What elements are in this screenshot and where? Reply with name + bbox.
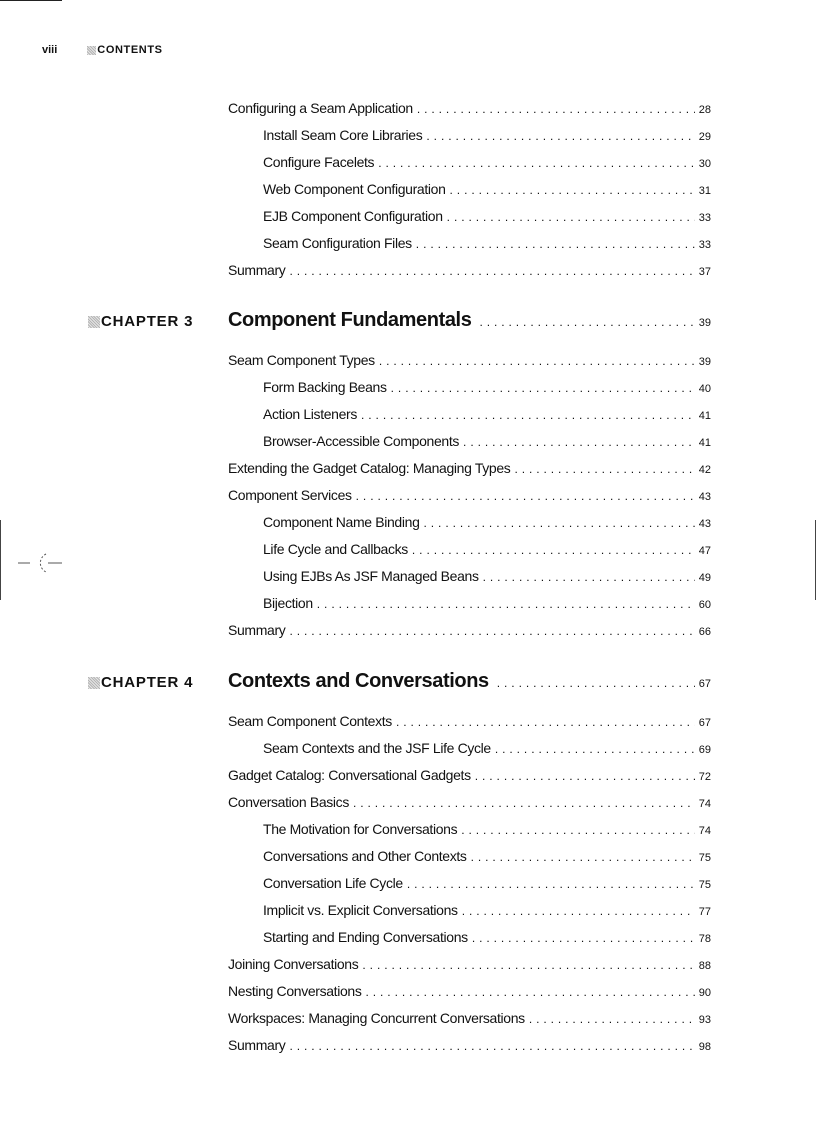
leader-dots xyxy=(417,100,695,118)
toc-entry-title: Extending the Gadget Catalog: Managing Types xyxy=(228,460,511,476)
toc-entry[interactable] xyxy=(263,153,711,173)
toc-entry-page: 43 xyxy=(698,518,711,530)
toc-entry-title: Browser-Accessible Components xyxy=(263,433,460,449)
toc-entry[interactable] xyxy=(228,1009,711,1029)
leader-dots xyxy=(379,352,695,370)
chapter-number: CHAPTER 3 xyxy=(101,313,194,330)
leader-dots xyxy=(412,541,695,559)
toc-entry-title: Summary xyxy=(228,262,286,278)
toc-entry[interactable] xyxy=(263,739,711,759)
toc-entry-title: Conversations and Other Contexts xyxy=(263,848,467,864)
leader-dots xyxy=(463,433,695,451)
running-head xyxy=(42,44,163,56)
grey-square-icon xyxy=(88,677,100,689)
toc-entry[interactable] xyxy=(228,621,711,641)
leader-dots xyxy=(475,767,695,785)
toc-entry[interactable] xyxy=(263,405,711,425)
toc-entry-title: Seam Configuration Files xyxy=(263,235,412,251)
leader-dots xyxy=(289,1037,694,1055)
toc-entry-page: 29 xyxy=(698,131,711,143)
toc-entry-title: Web Component Configuration xyxy=(263,181,446,197)
toc-entry[interactable] xyxy=(263,234,711,254)
toc-entry-title: Gadget Catalog: Conversational Gadgets xyxy=(228,767,471,783)
chapter-3-heading[interactable] xyxy=(228,309,711,332)
toc-entry-title: Action Listeners xyxy=(263,406,358,422)
toc-entry-page: 67 xyxy=(698,717,711,729)
toc-entry-page: 75 xyxy=(698,879,711,891)
toc-entry[interactable] xyxy=(263,126,711,146)
chapter-page: 67 xyxy=(698,678,711,690)
chapter-page: 39 xyxy=(698,317,711,329)
grey-square-icon xyxy=(88,316,100,328)
toc-entry-page: 88 xyxy=(698,960,711,972)
leader-dots xyxy=(378,154,695,172)
toc-entry-title: Seam Component Types xyxy=(228,352,375,368)
toc-entry[interactable] xyxy=(228,99,711,119)
leader-dots xyxy=(362,956,694,974)
toc-entry-page: 72 xyxy=(698,771,711,783)
toc-entry-title: Configure Facelets xyxy=(263,154,375,170)
toc-entry-title: The Motivation for Conversations xyxy=(263,821,458,837)
chapter-4-heading[interactable] xyxy=(228,670,711,693)
leader-dots xyxy=(461,821,695,839)
toc-entry-page: 42 xyxy=(698,464,711,476)
toc-entry-title: Conversation Basics xyxy=(228,794,349,810)
leader-dots xyxy=(356,487,695,505)
toc-entry-title: Workspaces: Managing Concurrent Conversations xyxy=(228,1010,525,1026)
leader-dots xyxy=(289,622,694,640)
toc-entry-page: 90 xyxy=(698,987,711,999)
toc-entry-page: 37 xyxy=(698,266,711,278)
toc-entry[interactable] xyxy=(263,432,711,452)
leader-dots xyxy=(483,568,695,586)
toc-entry-page: 33 xyxy=(698,239,711,251)
toc-entry-page: 41 xyxy=(698,410,711,422)
toc-entry-page: 60 xyxy=(698,599,711,611)
toc-entry-page: 74 xyxy=(698,825,711,837)
leader-dots xyxy=(353,794,695,812)
toc-entry[interactable] xyxy=(263,594,711,614)
toc-entry-title: Life Cycle and Callbacks xyxy=(263,541,408,557)
leader-dots xyxy=(424,514,695,532)
toc-entry[interactable] xyxy=(228,1036,711,1056)
toc-entry-title: Summary xyxy=(228,622,286,638)
leader-dots xyxy=(407,875,695,893)
toc-entry-page: 77 xyxy=(698,906,711,918)
leader-dots xyxy=(514,460,694,478)
toc-entry[interactable] xyxy=(228,955,711,975)
toc-entry-title: Component Name Binding xyxy=(263,514,420,530)
toc-entry-page: 30 xyxy=(698,158,711,170)
toc-entry[interactable] xyxy=(263,540,711,560)
toc-entry[interactable] xyxy=(263,847,711,867)
toc-entry-page: 66 xyxy=(698,626,711,638)
toc-entry-page: 41 xyxy=(698,437,711,449)
running-title: CONTENTS xyxy=(97,44,163,56)
toc-entry-page: 47 xyxy=(698,545,711,557)
toc-entry[interactable] xyxy=(228,793,711,813)
leader-dots xyxy=(447,208,695,226)
toc-entry[interactable] xyxy=(263,928,711,948)
leader-dots xyxy=(289,262,694,280)
toc-entry[interactable] xyxy=(228,261,711,281)
toc-entry[interactable] xyxy=(228,712,711,732)
toc-entry[interactable] xyxy=(228,486,711,506)
chapter-4-label xyxy=(88,674,193,691)
toc-entry[interactable] xyxy=(228,459,711,479)
toc-entry-title: Seam Component Contexts xyxy=(228,713,392,729)
toc-entry[interactable] xyxy=(263,378,711,398)
toc-entry-page: 39 xyxy=(698,356,711,368)
toc-entry[interactable] xyxy=(228,982,711,1002)
leader-dots xyxy=(462,902,695,920)
registration-mark-icon xyxy=(18,548,62,578)
crop-mark-left xyxy=(0,520,1,600)
toc-entry-page: 93 xyxy=(698,1014,711,1026)
leader-dots xyxy=(472,929,695,947)
chapter-number: CHAPTER 4 xyxy=(101,674,194,691)
toc-entry-title: Summary xyxy=(228,1037,286,1053)
toc-entry[interactable] xyxy=(263,874,711,894)
toc-entry-page: 43 xyxy=(698,491,711,503)
toc-entry[interactable] xyxy=(228,766,711,786)
toc-entry[interactable] xyxy=(263,820,711,840)
toc-entry-title: Implicit vs. Explicit Conversations xyxy=(263,902,458,918)
leader-dots xyxy=(479,315,694,329)
toc-entry-title: EJB Component Configuration xyxy=(263,208,443,224)
leader-dots xyxy=(495,740,695,758)
leader-dots xyxy=(396,713,695,731)
toc-entry[interactable] xyxy=(263,901,711,921)
toc-entry-title: Seam Contexts and the JSF Life Cycle xyxy=(263,740,491,756)
leader-dots xyxy=(450,181,695,199)
toc-entry-page: 75 xyxy=(698,852,711,864)
leader-dots xyxy=(426,127,694,145)
leader-dots xyxy=(471,848,695,866)
toc-entry-page: 40 xyxy=(698,383,711,395)
toc-entry[interactable] xyxy=(263,207,711,227)
toc-entry-title: Using EJBs As JSF Managed Beans xyxy=(263,568,479,584)
toc-entry[interactable] xyxy=(228,351,711,371)
leader-dots xyxy=(317,595,695,613)
toc-entry[interactable] xyxy=(263,567,711,587)
toc-entry[interactable] xyxy=(263,180,711,200)
leader-dots xyxy=(529,1010,695,1028)
toc-entry-page: 74 xyxy=(698,798,711,810)
toc-entry-page: 69 xyxy=(698,744,711,756)
chapter-3-label xyxy=(88,313,193,330)
toc-entry-page: 78 xyxy=(698,933,711,945)
toc-entry[interactable] xyxy=(263,513,711,533)
toc-entry-title: Form Backing Beans xyxy=(263,379,387,395)
toc-entry-page: 28 xyxy=(698,104,711,116)
leader-dots xyxy=(497,676,695,690)
toc-entry-title: Component Services xyxy=(228,487,352,503)
toc-entry-title: Bijection xyxy=(263,595,313,611)
toc-entry-title: Install Seam Core Libraries xyxy=(263,127,423,143)
chapter-title: Component Fundamentals xyxy=(228,309,472,331)
toc-entry-page: 49 xyxy=(698,572,711,584)
leader-dots xyxy=(391,379,695,397)
toc-entry-title: Configuring a Seam Application xyxy=(228,100,413,116)
leader-dots xyxy=(416,235,695,253)
chapter-title: Contexts and Conversations xyxy=(228,670,489,692)
leader-dots xyxy=(366,983,695,1001)
toc-entry-page: 33 xyxy=(698,212,711,224)
toc-entry-page: 98 xyxy=(698,1041,711,1053)
toc-entry-title: Conversation Life Cycle xyxy=(263,875,403,891)
grey-square-icon xyxy=(87,46,96,55)
toc-entry-page: 31 xyxy=(698,185,711,197)
leader-dots xyxy=(361,406,695,424)
toc-entry-title: Nesting Conversations xyxy=(228,983,362,999)
toc-entry-title: Joining Conversations xyxy=(228,956,359,972)
top-rule xyxy=(0,0,62,1)
toc-entry-title: Starting and Ending Conversations xyxy=(263,929,468,945)
page-folio: viii xyxy=(42,44,58,56)
